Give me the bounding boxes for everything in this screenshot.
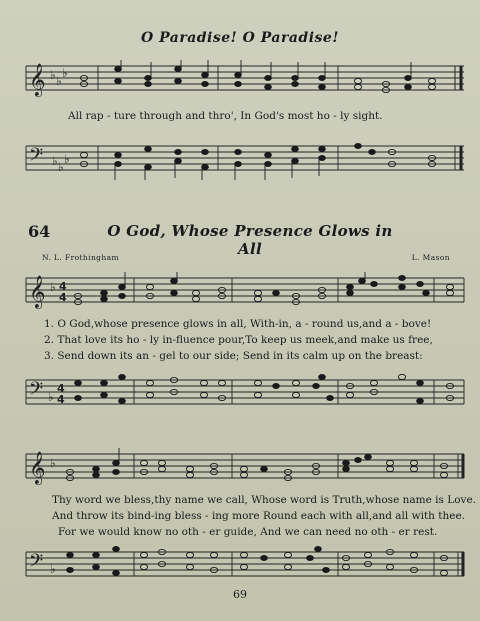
author-credit: N. L. Frothingham [42, 253, 119, 262]
svg-text:4: 4 [57, 382, 65, 395]
svg-text:♭: ♭ [48, 390, 54, 404]
svg-text:𝄢: 𝄢 [29, 379, 44, 404]
refrain-line-3: For we would know no oth - er guide, And we can need no oth - er rest. [58, 526, 438, 538]
verse-a-treble-staff [0, 272, 480, 312]
top-hymn-lyric: All rap - ture through and thro', In God's most ho - ly sight. [68, 110, 383, 122]
verse-line-3: 3. Send down its an - gel to our side; Send in its calm up on the breast: [44, 350, 423, 362]
top-bass-staff [0, 140, 480, 180]
svg-text:𝄢: 𝄢 [29, 145, 44, 170]
svg-text:𝄞: 𝄞 [29, 451, 46, 484]
top-hymn-title: O Paradise! O Paradise! [141, 30, 339, 46]
top-treble-staff [0, 60, 480, 100]
page-number: 69 [233, 588, 247, 601]
verse-a-bass-staff [0, 374, 480, 414]
svg-text:♭: ♭ [50, 456, 56, 470]
verse-b-bass-staff [0, 546, 480, 586]
svg-text:♭: ♭ [62, 66, 68, 80]
svg-text:4: 4 [59, 280, 67, 293]
verse-b-treble-staff [0, 448, 480, 488]
verse-line-2: 2. That love its ho - ly in-fluence pour,To keep us meek,and make us free, [44, 334, 433, 346]
svg-text:𝄞: 𝄞 [29, 275, 46, 308]
svg-text:♭: ♭ [50, 68, 56, 82]
svg-text:𝄢: 𝄢 [29, 551, 44, 576]
svg-text:4: 4 [57, 393, 65, 406]
verse-line-1: 1. O God,whose presence glows in all, With-in, a - round us,and a - bove! [44, 318, 432, 330]
svg-text:♭: ♭ [50, 280, 56, 294]
svg-text:4: 4 [59, 291, 67, 304]
hymn-title: O God, Whose Presence Glows in All [107, 222, 393, 258]
refrain-line-1: Thy word we bless,thy name we call, Whose word is Truth,whose name is Love. [52, 494, 477, 506]
svg-text:𝄞: 𝄞 [29, 63, 46, 96]
svg-text:♭: ♭ [58, 160, 64, 174]
refrain-line-2: And throw its bind-ing bless - ing more Round each with all,and all with thee. [52, 510, 466, 522]
svg-text:♭: ♭ [52, 154, 58, 168]
svg-text:♭: ♭ [56, 74, 62, 88]
svg-text:♭: ♭ [50, 562, 56, 576]
hymn-number: 64 [28, 222, 51, 241]
svg-text:♭: ♭ [64, 152, 70, 166]
composer-credit: L. Mason [411, 253, 450, 262]
